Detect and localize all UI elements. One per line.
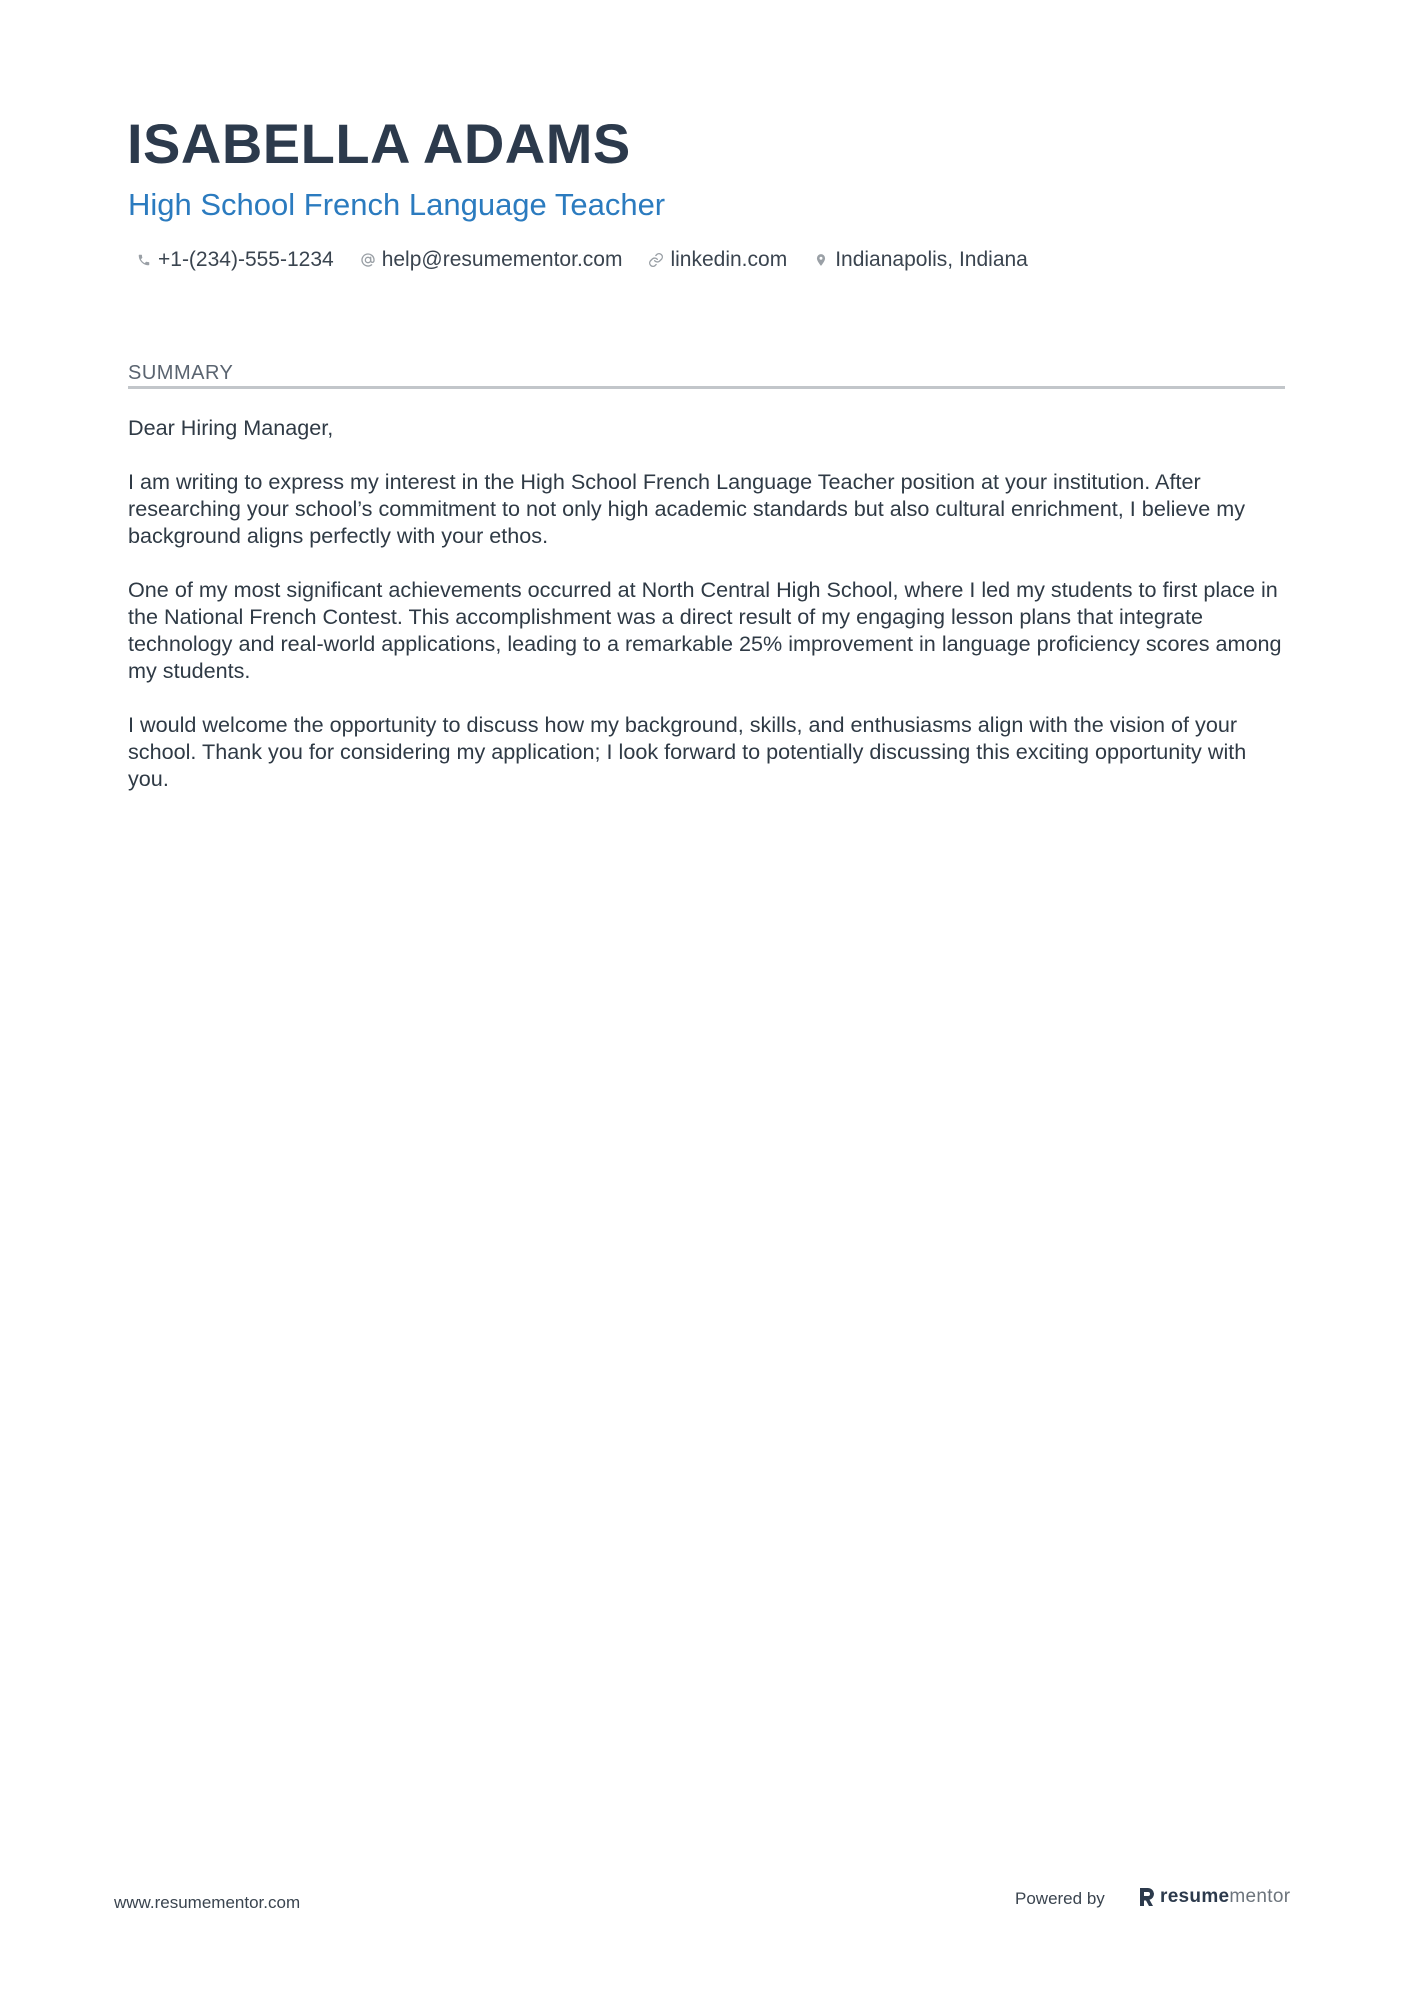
location-pin-icon	[813, 252, 829, 268]
paragraph-intro: I am writing to express my interest in the High School French Language Teacher position at your institution. After researching your school’s commitment to not only high academic standards but also cultural enrichment, I believe my background aligns perfectly with your ethos.	[128, 469, 1246, 548]
salutation: Dear Hiring Manager,	[128, 415, 334, 440]
powered-by-label: Powered by	[1015, 1889, 1105, 1908]
footer-website-link[interactable]: www.resumementor.com	[114, 1893, 301, 1912]
contact-linkedin[interactable]	[648, 246, 787, 274]
contact-phone-text: +1-(234)-555-1234	[158, 248, 334, 271]
summary-heading: SUMMARY	[128, 362, 234, 384]
phone-icon	[136, 252, 152, 268]
cover-letter-body	[128, 414, 1288, 819]
resumementor-logo-icon	[1138, 1886, 1156, 1908]
brand-logo[interactable]	[1138, 1883, 1290, 1911]
contact-email-text[interactable]: help@resumementor.com	[381, 248, 623, 271]
contact-phone	[136, 246, 334, 274]
link-icon	[648, 252, 664, 268]
contact-email[interactable]	[360, 246, 623, 274]
contact-location-text: Indianapolis, Indiana	[835, 248, 1028, 271]
paragraph-closing: I would welcome the opportunity to discuss how my background, skills, and enthusiasms align with the vision of your school. Thank you for considering my application; I look forward to potentially discussing this exciting opportunity with you.	[128, 712, 1247, 791]
candidate-name: ISABELLA ADAMS	[127, 112, 631, 175]
contact-linkedin-text[interactable]: linkedin.com	[670, 248, 788, 271]
paragraph-achievement: One of my most significant achievements occurred at North Central High School, where I led my students to first place in the National French Contest. This accomplishment was a direct result of my engaging lesson plans that integrate technology and real-world applications, leading to a remarkable 25% improvement in language proficiency scores among my students.	[128, 577, 1282, 683]
brand-name-light: mentor	[1229, 1886, 1291, 1907]
brand-name	[1160, 1885, 1290, 1909]
contact-location	[813, 246, 1028, 274]
section-divider	[128, 386, 1285, 389]
contact-bar	[136, 246, 1054, 274]
brand-name-bold: resume	[1160, 1886, 1230, 1907]
job-title: High School French Language Teacher	[128, 187, 666, 222]
at-icon	[360, 252, 376, 268]
